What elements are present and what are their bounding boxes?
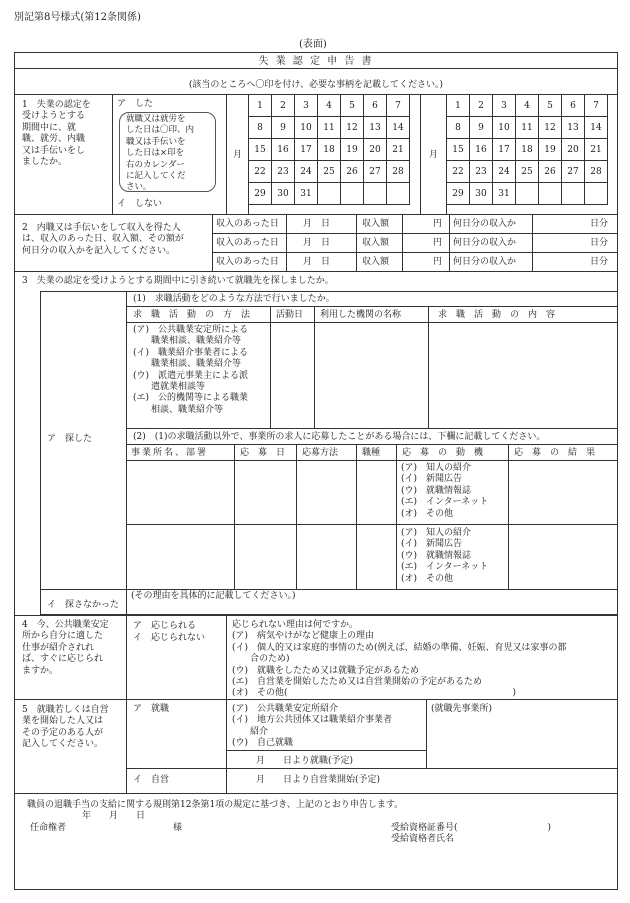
- cal2-day[interactable]: 22: [447, 161, 470, 183]
- cal2-day[interactable]: 3: [493, 95, 516, 117]
- cal1-day[interactable]: 9: [272, 117, 295, 139]
- q5-channels: (ア) 公共職業安定所紹介 (イ) 地方公共団体又は職業紹介事業者 紹介 (ウ) 自己就職: [232, 704, 393, 749]
- divider: [396, 444, 397, 589]
- cal1-day[interactable]: 15: [249, 139, 272, 161]
- cal2-day[interactable]: 19: [539, 139, 562, 161]
- col-content: 求 職 活 動 の 内 容: [438, 310, 556, 320]
- income-day-label: 収入のあった日: [216, 257, 279, 267]
- divider: [296, 444, 297, 589]
- income-days-field[interactable]: 日分: [590, 238, 609, 248]
- cal1-day[interactable]: 20: [364, 139, 387, 161]
- divider: [40, 589, 618, 590]
- divider: [14, 68, 618, 69]
- divider: [126, 524, 618, 525]
- divider: [126, 322, 618, 323]
- income-yen-field[interactable]: 円: [433, 257, 443, 267]
- reason-note: (その理由を具体的に記載してください。): [131, 591, 296, 601]
- month-label: 月: [429, 150, 439, 160]
- cal2-day[interactable]: 28: [585, 161, 608, 183]
- divider: [234, 444, 235, 589]
- divider: [126, 444, 618, 445]
- cal1-day[interactable]: 1: [249, 95, 272, 117]
- cal1-day[interactable]: [387, 183, 410, 205]
- cal2-day[interactable]: [539, 183, 562, 205]
- cal2-day[interactable]: 12: [539, 117, 562, 139]
- cal2-day[interactable]: 25: [516, 161, 539, 183]
- instruction: (該当のところへ〇印を付け、必要な事柄を記載してください。): [188, 80, 444, 90]
- cal1-day[interactable]: 28: [387, 161, 410, 183]
- cal2-day[interactable]: 30: [470, 183, 493, 205]
- divider: [356, 444, 357, 589]
- method-list: (ア) 公共職業安定所による 職業相談、職業紹介等 (イ) 職業紹介事業者による 職業相談、職業紹介等 (ウ) 派遣元事業主による派 遣就業相談等 (エ) 公的機関等による職業 相談、職業紹介等: [133, 325, 249, 415]
- income-day-field[interactable]: 月 日: [303, 238, 331, 248]
- authority-label: 任命権者: [30, 823, 67, 833]
- cal1-day[interactable]: [341, 183, 364, 205]
- honorific: 様: [173, 823, 183, 833]
- col-apply-date: 応 募 日: [240, 448, 286, 458]
- cal1-day[interactable]: 6: [364, 95, 387, 117]
- cal1-day[interactable]: 26: [341, 161, 364, 183]
- cal1-day[interactable]: 18: [318, 139, 341, 161]
- company-label: (就職先事業所): [431, 704, 493, 714]
- cal2-day[interactable]: [562, 183, 585, 205]
- cal1-day[interactable]: 4: [318, 95, 341, 117]
- cal2-day[interactable]: 14: [585, 117, 608, 139]
- divider: [226, 699, 227, 793]
- recipient-name-field[interactable]: 受給資格者氏名: [391, 834, 455, 844]
- income-amount-label: 収入額: [362, 257, 390, 267]
- divider: [126, 291, 127, 615]
- cal1-day[interactable]: 25: [318, 161, 341, 183]
- divider: [126, 768, 618, 769]
- q4-option-yes[interactable]: ア 応じられる: [133, 621, 197, 631]
- q3-sub1-title: (1) 求職活動をどのような方法で行いましたか。: [133, 294, 335, 304]
- q3-option-not-searched[interactable]: イ 探さなかった: [47, 600, 120, 610]
- cal1-day[interactable]: 11: [318, 117, 341, 139]
- cal1-day[interactable]: 8: [249, 117, 272, 139]
- cal2-day[interactable]: 1: [447, 95, 470, 117]
- divider: [226, 615, 227, 699]
- income-day-field[interactable]: 月 日: [303, 257, 331, 267]
- col-method: 求 職 活 動 の 方 法: [133, 310, 251, 320]
- divider: [126, 699, 127, 793]
- date-field[interactable]: 年 月 日: [82, 811, 146, 821]
- income-days-label: 何日分の収入か: [453, 257, 517, 267]
- cal2-day[interactable]: 26: [539, 161, 562, 183]
- cal1-day[interactable]: 31: [295, 183, 318, 205]
- job-start-field[interactable]: 月 日より就職(予定): [256, 756, 354, 766]
- cal1-day[interactable]: 2: [272, 95, 295, 117]
- divider: [226, 94, 227, 214]
- cal2-day[interactable]: 9: [470, 117, 493, 139]
- cal2-day[interactable]: 31: [493, 183, 516, 205]
- cal2-day[interactable]: 8: [447, 117, 470, 139]
- form-title: 失 業 認 定 申 告 書: [258, 56, 374, 67]
- income-yen-field[interactable]: 円: [433, 219, 443, 229]
- cal2-day[interactable]: 20: [562, 139, 585, 161]
- cal2-day[interactable]: 4: [516, 95, 539, 117]
- divider: [14, 615, 618, 616]
- cal1-day[interactable]: 22: [249, 161, 272, 183]
- cal1-day[interactable]: 5: [341, 95, 364, 117]
- cal1-day[interactable]: 30: [272, 183, 295, 205]
- q1-option-did[interactable]: ア した: [117, 99, 154, 109]
- certificate-number-field[interactable]: 受給資格証番号( ): [391, 823, 552, 833]
- cal1-day[interactable]: 14: [387, 117, 410, 139]
- divider: [212, 233, 618, 234]
- q4-question: 4 今、公共職業安定 所から自分に適した 仕事が紹介されれ ば、すぐに応じられ ますか。: [22, 620, 109, 676]
- income-days-field[interactable]: 日分: [590, 257, 609, 267]
- cal1-day[interactable]: [364, 183, 387, 205]
- divider: [126, 615, 127, 699]
- q5-option-employed[interactable]: ア 就職: [133, 704, 170, 714]
- divider: [314, 306, 315, 428]
- income-amount-label: 収入額: [362, 219, 390, 229]
- divider: [356, 214, 357, 271]
- divider: [402, 214, 403, 271]
- income-days-label: 何日分の収入か: [453, 238, 517, 248]
- cal1-day[interactable]: 17: [295, 139, 318, 161]
- cal2-day[interactable]: 29: [447, 183, 470, 205]
- cal2-day[interactable]: 27: [562, 161, 585, 183]
- cal2-day[interactable]: 6: [562, 95, 585, 117]
- income-days-field[interactable]: 日分: [590, 219, 609, 229]
- q1-question: 1 失業の認定を 受けようとする 期間中に、就 職、就労、内職 又は手伝いをし ましたか。: [22, 100, 91, 168]
- divider: [508, 444, 509, 589]
- divider: [226, 750, 426, 751]
- cal2-day[interactable]: 10: [493, 117, 516, 139]
- cal2-day[interactable]: 24: [493, 161, 516, 183]
- q3-sub2-title: (2) (1)の求職活動以外で、事業所の求人に応募したことがある場合には、下欄に記載してください。: [133, 432, 546, 442]
- divider: [126, 460, 618, 461]
- income-day-field[interactable]: 月 日: [303, 219, 331, 229]
- cal2-day[interactable]: 23: [470, 161, 493, 183]
- q5-question: 5 就職若しくは自営 業を開始した人又は その予定のある人が 記入してください。: [22, 705, 109, 750]
- cal1-day[interactable]: 12: [341, 117, 364, 139]
- income-days-label: 何日分の収入か: [453, 219, 517, 229]
- calendar-1: [248, 94, 410, 205]
- q3-option-searched[interactable]: ア 探した: [47, 434, 93, 444]
- self-start-field[interactable]: 月 日より自営業開始(予定): [256, 775, 381, 785]
- col-result: 応 募 の 結 果: [514, 448, 596, 458]
- cal2-day[interactable]: 13: [562, 117, 585, 139]
- income-amount-label: 収入額: [362, 238, 390, 248]
- col-company: 事業所名、部署: [131, 448, 209, 458]
- cal1-day[interactable]: 7: [387, 95, 410, 117]
- col-activity-date: 活動日: [276, 310, 304, 320]
- divider: [14, 271, 618, 272]
- cal2-day[interactable]: 16: [470, 139, 493, 161]
- income-day-label: 収入のあった日: [216, 219, 279, 229]
- divider: [420, 94, 421, 214]
- cal2-day[interactable]: 11: [516, 117, 539, 139]
- divider: [212, 252, 618, 253]
- col-agency: 利用した機関の名称: [320, 310, 402, 320]
- cal1-day[interactable]: 29: [249, 183, 272, 205]
- divider: [14, 699, 618, 700]
- cal1-day[interactable]: 27: [364, 161, 387, 183]
- divider: [286, 214, 287, 271]
- cal2-day[interactable]: 18: [516, 139, 539, 161]
- cal1-day[interactable]: 10: [295, 117, 318, 139]
- divider: [112, 94, 113, 214]
- income-yen-field[interactable]: 円: [433, 238, 443, 248]
- divider: [532, 214, 533, 271]
- cal2-day[interactable]: [585, 183, 608, 205]
- cal1-day[interactable]: 13: [364, 117, 387, 139]
- divider: [14, 214, 618, 215]
- cal1-day[interactable]: 24: [295, 161, 318, 183]
- cal1-day[interactable]: 23: [272, 161, 295, 183]
- divider: [126, 306, 618, 307]
- cal2-day[interactable]: 7: [585, 95, 608, 117]
- col-apply-method: 応募方法: [302, 448, 339, 458]
- q2-question: 2 内職又は手伝いをして収入を得た人 は、収入のあった日、収入額、その額が 何日分の収入かを記入してください。: [22, 223, 184, 256]
- cal2-day[interactable]: 5: [539, 95, 562, 117]
- q5-option-self-employed[interactable]: イ 自営: [133, 775, 170, 785]
- q4-option-no[interactable]: イ 応じられない: [133, 633, 206, 643]
- divider: [426, 699, 427, 768]
- cal1-day[interactable]: 19: [341, 139, 364, 161]
- q4-reasons: 応じられない理由は何ですか。 (ア) 病気やけがなど健康上の理由 (イ) 個人的又は家庭的事情のため(例えば、結婚の準備、妊娠、育児又は家事の都 合のため) (ウ) 就職をしたため又は就職予定があるため (エ) 自営業を開始したため又は自営業開始の予定があるため (オ) その他( ): [232, 620, 567, 699]
- income-day-label: 収入のあった日: [216, 238, 279, 248]
- cal2-day[interactable]: 17: [493, 139, 516, 161]
- divider: [212, 214, 213, 271]
- cal2-day[interactable]: 15: [447, 139, 470, 161]
- divider: [126, 428, 618, 429]
- q3-question: 3 失業の認定を受けようとする期間中に引き続いて就職先を探しましたか。: [22, 276, 334, 286]
- q1-note: 就職又は就労を した日は〇印、内 職又は手伝いを した日は×印を 右のカレンダー に記入してくだ さい。: [126, 114, 195, 193]
- cal2-day[interactable]: 2: [470, 95, 493, 117]
- divider: [449, 214, 450, 271]
- form-number: 別記第8号様式(第12条関係): [14, 12, 141, 23]
- cal1-day[interactable]: 21: [387, 139, 410, 161]
- col-job-type: 職種: [362, 448, 381, 458]
- cal2-day[interactable]: [516, 183, 539, 205]
- divider: [270, 306, 271, 428]
- calendar-2: [446, 94, 608, 205]
- cal1-day[interactable]: 3: [295, 95, 318, 117]
- q1-option-did-not[interactable]: イ しない: [117, 199, 163, 209]
- cal1-day[interactable]: [318, 183, 341, 205]
- form-side-label: (表面): [299, 39, 327, 50]
- cal1-day[interactable]: 16: [272, 139, 295, 161]
- motive-list-2: (ア) 知人の紹介 (イ) 新聞広告 (ウ) 就職情報誌 (エ) インターネット (オ) その他: [401, 528, 489, 584]
- month-label: 月: [233, 150, 243, 160]
- declaration-text: 職員の退職手当の支給に関する規則第12条第1項の規定に基づき、上記のとおり申告します。: [27, 800, 404, 810]
- cal2-day[interactable]: 21: [585, 139, 608, 161]
- col-motive: 応 募 の 動 機: [402, 448, 484, 458]
- divider: [14, 793, 618, 794]
- motive-list-1: (ア) 知人の紹介 (イ) 新聞広告 (ウ) 就職情報誌 (エ) インターネット (オ) その他: [401, 463, 489, 519]
- divider: [428, 306, 429, 428]
